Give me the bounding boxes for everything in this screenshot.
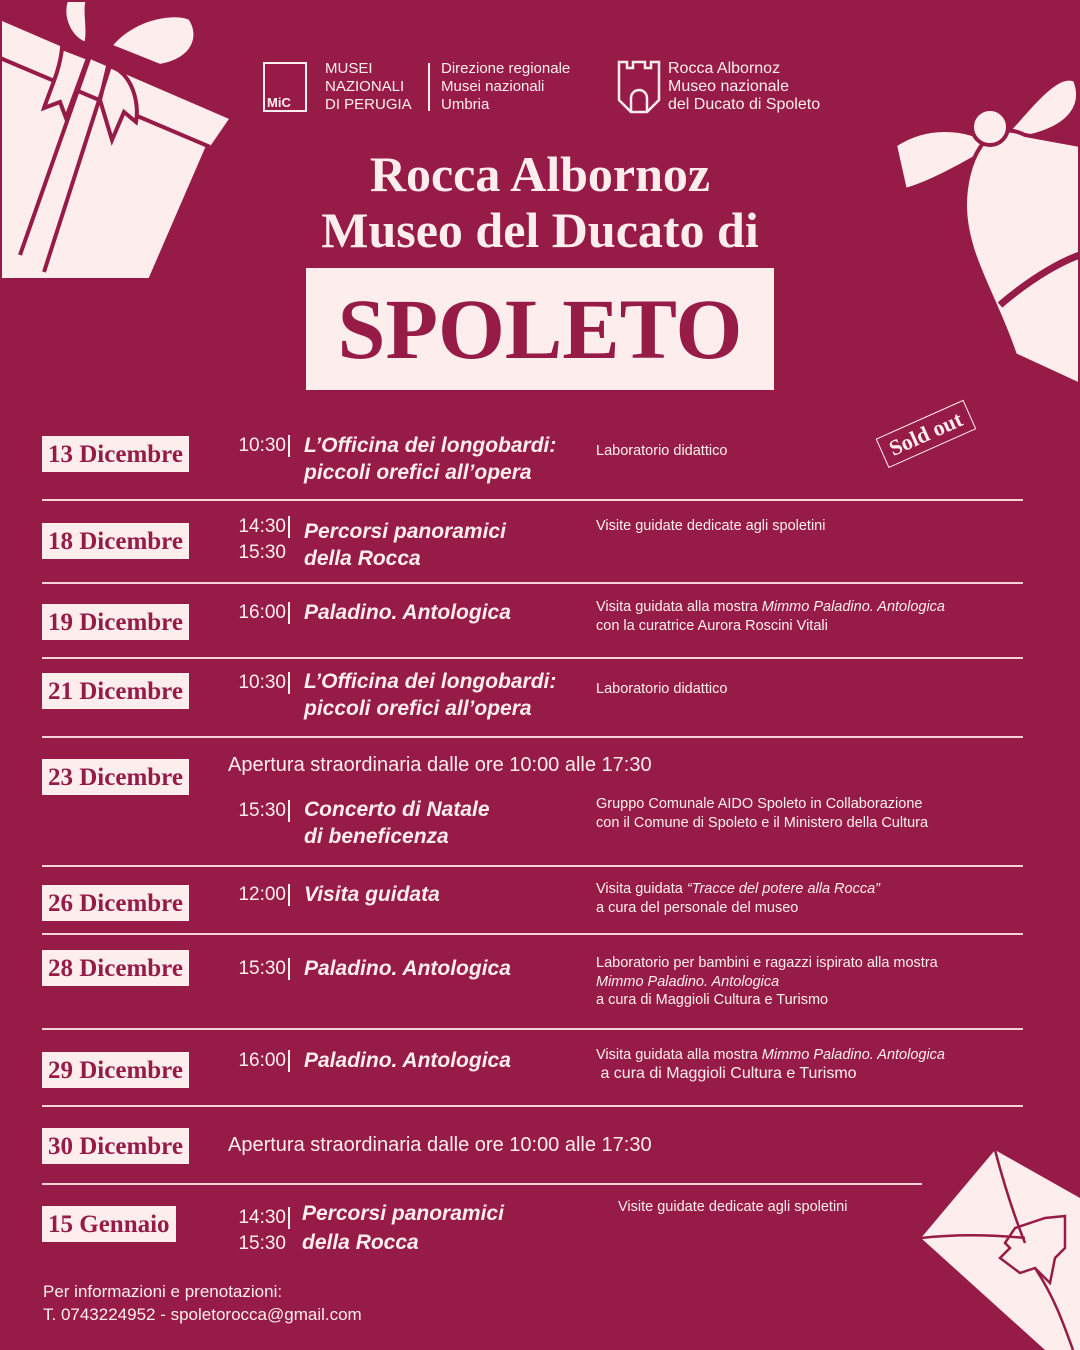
contact-info xyxy=(43,1280,362,1326)
time-separator xyxy=(288,1207,290,1229)
event-title-line: L’Officina dei longobardi: xyxy=(304,670,557,693)
event-date: 26 Dicembre xyxy=(42,885,189,921)
event-title-line: L’Officina dei longobardi: xyxy=(304,434,557,457)
mic-logo xyxy=(263,62,307,112)
title-line-1: Rocca Albornoz xyxy=(369,146,711,202)
mic-badge: MiC xyxy=(267,95,291,110)
divider xyxy=(42,736,1023,738)
event-description xyxy=(596,880,880,917)
event-time-line: 14:30 xyxy=(238,516,286,537)
event-title xyxy=(304,518,506,572)
event-date: 23 Dicembre xyxy=(42,759,189,795)
event-title xyxy=(304,432,556,486)
divider xyxy=(42,657,1023,659)
extraordinary-opening: Apertura straordinaria dalle ore 10:00 alle 17:30 xyxy=(228,1134,652,1156)
event-title-line: di beneficenza xyxy=(304,825,449,848)
time-separator xyxy=(288,884,290,906)
logo-line: Rocca Albornoz xyxy=(668,60,781,77)
desc-text: Visita guidata alla mostra xyxy=(596,1047,762,1063)
event-time: 10:30 xyxy=(238,672,286,693)
event-title-line: Concerto di Natale xyxy=(304,798,490,821)
event-time xyxy=(224,514,286,566)
logo-rocca-albornoz xyxy=(668,60,820,114)
event-description-line: a cura di Maggioli Cultura e Turismo xyxy=(596,1064,857,1082)
event-date: 19 Dicembre xyxy=(42,604,189,640)
event-description xyxy=(596,954,938,1010)
event-description-line xyxy=(596,973,938,992)
desc-italic: Mimmo Paladino. Antologica xyxy=(761,599,945,615)
logo-line: DI PERUGIA xyxy=(325,96,412,113)
event-title-line: della Rocca xyxy=(302,1231,419,1254)
event-title-line: Percorsi panoramici xyxy=(304,520,506,543)
city-title: SPOLETO xyxy=(306,268,774,390)
event-description-line xyxy=(596,1046,945,1065)
event-time: 12:00 xyxy=(238,884,286,905)
envelope-icon xyxy=(915,1148,1080,1350)
event-time-line: 15:30 xyxy=(238,542,286,563)
event-description-line: Gruppo Comunale AIDO Spoleto in Collaborazione xyxy=(596,796,923,812)
event-date: 30 Dicembre xyxy=(42,1128,189,1164)
divider xyxy=(42,1105,1023,1107)
desc-text: Visita guidata alla mostra xyxy=(596,599,762,615)
logo-musei-perugia xyxy=(325,60,412,114)
event-time-line: 15:30 xyxy=(238,1233,286,1254)
time-separator xyxy=(288,800,290,822)
event-title: Paladino. Antologica xyxy=(304,957,511,980)
event-title xyxy=(304,796,490,850)
desc-italic: “Tracce del potere alla Rocca” xyxy=(686,881,880,897)
logo-line: Umbria xyxy=(441,96,490,113)
desc-italic: Mimmo Paladino. Antologica xyxy=(761,1047,945,1063)
divider xyxy=(42,865,1023,867)
divider xyxy=(42,933,1023,935)
logo-line: MUSEI xyxy=(325,60,373,77)
event-description xyxy=(596,598,945,635)
sold-out-stamp: Sold out xyxy=(876,400,976,468)
event-description: Visite guidate dedicate agli spoletini xyxy=(618,1199,848,1215)
contact-heading: Per informazioni e prenotazioni: xyxy=(43,1282,283,1301)
time-separator xyxy=(288,602,290,624)
logo-line: Direzione regionale xyxy=(441,60,571,77)
event-time: 16:00 xyxy=(238,1050,286,1071)
event-time: 10:30 xyxy=(238,435,286,456)
time-separator xyxy=(288,435,290,457)
event-time: 16:00 xyxy=(238,602,286,623)
event-time: 15:30 xyxy=(238,800,286,821)
event-title xyxy=(302,1200,504,1256)
event-description-line: con il Comune di Spoleto e il Ministero della Cultura xyxy=(596,814,929,831)
event-description xyxy=(596,795,928,832)
event-date: 18 Dicembre xyxy=(42,523,189,559)
extraordinary-opening: Apertura straordinaria dalle ore 10:00 alle 17:30 xyxy=(228,754,652,776)
divider xyxy=(42,1028,1023,1030)
event-title-line: della Rocca xyxy=(304,547,421,570)
event-title xyxy=(304,668,556,722)
event-description: Laboratorio didattico xyxy=(596,443,728,459)
event-time: 15:30 xyxy=(238,958,286,979)
title-line-2: Museo del Ducato di xyxy=(321,202,759,258)
event-time-line: 14:30 xyxy=(238,1207,286,1228)
event-title: Paladino. Antologica xyxy=(304,1049,511,1072)
time-separator xyxy=(288,516,290,538)
event-date: 21 Dicembre xyxy=(42,673,189,709)
divider xyxy=(42,1183,922,1185)
divider xyxy=(42,582,1023,584)
castle-tower-icon xyxy=(617,60,661,114)
logo-divider xyxy=(428,63,430,111)
logo-line: Musei nazionali xyxy=(441,78,545,95)
time-separator xyxy=(288,1050,290,1072)
event-time xyxy=(224,1205,286,1257)
desc-text: Visita guidata xyxy=(596,881,687,897)
contact-details[interactable]: T. 0743224952 - spoletorocca@gmail.com xyxy=(43,1305,362,1324)
event-description-line xyxy=(596,880,880,899)
logo-line: NAZIONALI xyxy=(325,78,405,95)
event-title-line: piccoli orefici all’opera xyxy=(304,697,532,720)
event-date: 13 Dicembre xyxy=(42,436,189,472)
logo-direzione-regionale xyxy=(441,60,570,114)
event-date: 28 Dicembre xyxy=(42,950,189,986)
event-description-line: con la curatrice Aurora Roscini Vitali xyxy=(596,617,828,634)
event-title-line: Percorsi panoramici xyxy=(302,1202,504,1225)
time-separator xyxy=(288,672,290,694)
event-description-line: a cura del personale del museo xyxy=(596,899,799,916)
event-description xyxy=(596,1046,945,1083)
event-date: 15 Gennaio xyxy=(42,1206,176,1242)
time-separator xyxy=(288,958,290,980)
divider xyxy=(42,499,1023,501)
logo-line: del Ducato di Spoleto xyxy=(668,96,821,113)
logo-line: Museo nazionale xyxy=(668,78,789,95)
event-title: Paladino. Antologica xyxy=(304,601,511,624)
event-description-line xyxy=(596,598,945,617)
event-description: Visite guidate dedicate agli spoletini xyxy=(596,518,826,534)
event-description-line: Laboratorio per bambini e ragazzi ispirato alla mostra xyxy=(596,955,938,971)
event-title-line: piccoli orefici all’opera xyxy=(304,461,532,484)
event-description: Laboratorio didattico xyxy=(596,681,728,697)
event-date: 29 Dicembre xyxy=(42,1052,189,1088)
event-description-line: a cura di Maggioli Cultura e Turismo xyxy=(596,992,829,1008)
event-title: Visita guidata xyxy=(304,883,440,906)
desc-italic: Mimmo Paladino. Antologica xyxy=(596,973,780,990)
